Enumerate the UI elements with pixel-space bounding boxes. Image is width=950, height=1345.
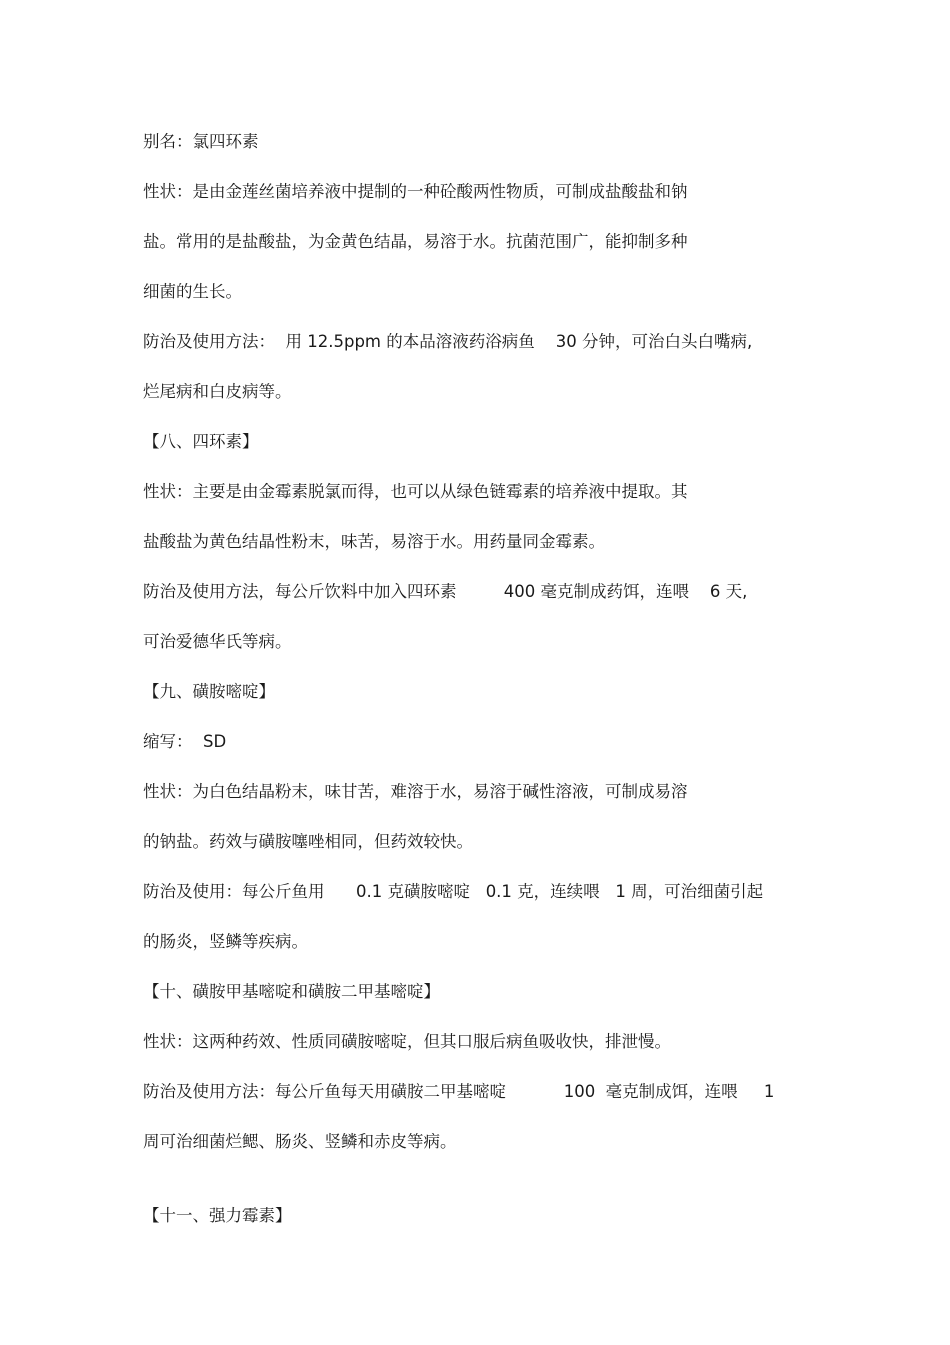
usage-line: 烂尾病和白皮病等。: [143, 382, 292, 401]
section-heading: 【十一、强力霉素】: [143, 1206, 292, 1225]
usage-line: 防治及使用方法，每公斤饮料中加入四环素 400 毫克制成药饵，连喂 6 天,: [143, 582, 748, 601]
section-heading: 【八、四环素】: [143, 432, 259, 451]
usage-line: 的肠炎，竖鳞等疾病。: [143, 932, 308, 951]
description-line: 性状：这两种药效、性质同磺胺嘧啶，但其口服后病鱼吸收快，排泄慢。: [143, 1032, 671, 1051]
abbreviation-line: 缩写： SD: [143, 732, 227, 751]
description-line: 性状：主要是由金霉素脱氯而得，也可以从绿色链霉素的培养液中提取。其: [143, 482, 688, 501]
description-line: 盐酸盐为黄色结晶性粉末，味苦，易溶于水。用药量同金霉素。: [143, 532, 605, 551]
usage-line: 可治爱德华氏等病。: [143, 632, 292, 651]
usage-line: 防治及使用方法：每公斤鱼每天用磺胺二甲基嘧啶 100 毫克制成饵，连喂 1: [143, 1082, 775, 1101]
description-line: 性状：为白色结晶粉末，味甘苦，难溶于水，易溶于碱性溶液，可制成易溶: [143, 782, 688, 801]
description-line: 细菌的生长。: [143, 282, 242, 301]
section-heading: 【九、磺胺嘧啶】: [143, 682, 275, 701]
alias-line: 别名：氯四环素: [143, 132, 259, 151]
usage-line: 周可治细菌烂鳃、肠炎、竖鳞和赤皮等病。: [143, 1132, 457, 1151]
description-line: 盐。常用的是盐酸盐，为金黄色结晶，易溶于水。抗菌范围广，能抑制多种: [143, 232, 688, 251]
description-line: 的钠盐。药效与磺胺噻唑相同，但药效较快。: [143, 832, 473, 851]
usage-line: 防治及使用：每公斤鱼用 0.1 克磺胺嘧啶 0.1 克，连续喂 1 周，可治细菌引起: [143, 882, 764, 901]
section-heading: 【十、磺胺甲基嘧啶和磺胺二甲基嘧啶】: [143, 982, 440, 1001]
usage-line: 防治及使用方法： 用 12.5ppm 的本品溶液药浴病鱼 30 分钟，可治白头白嘴病,: [143, 332, 753, 351]
description-line: 性状：是由金莲丝菌培养液中提制的一种砼酸两性物质，可制成盐酸盐和钠: [143, 182, 688, 201]
